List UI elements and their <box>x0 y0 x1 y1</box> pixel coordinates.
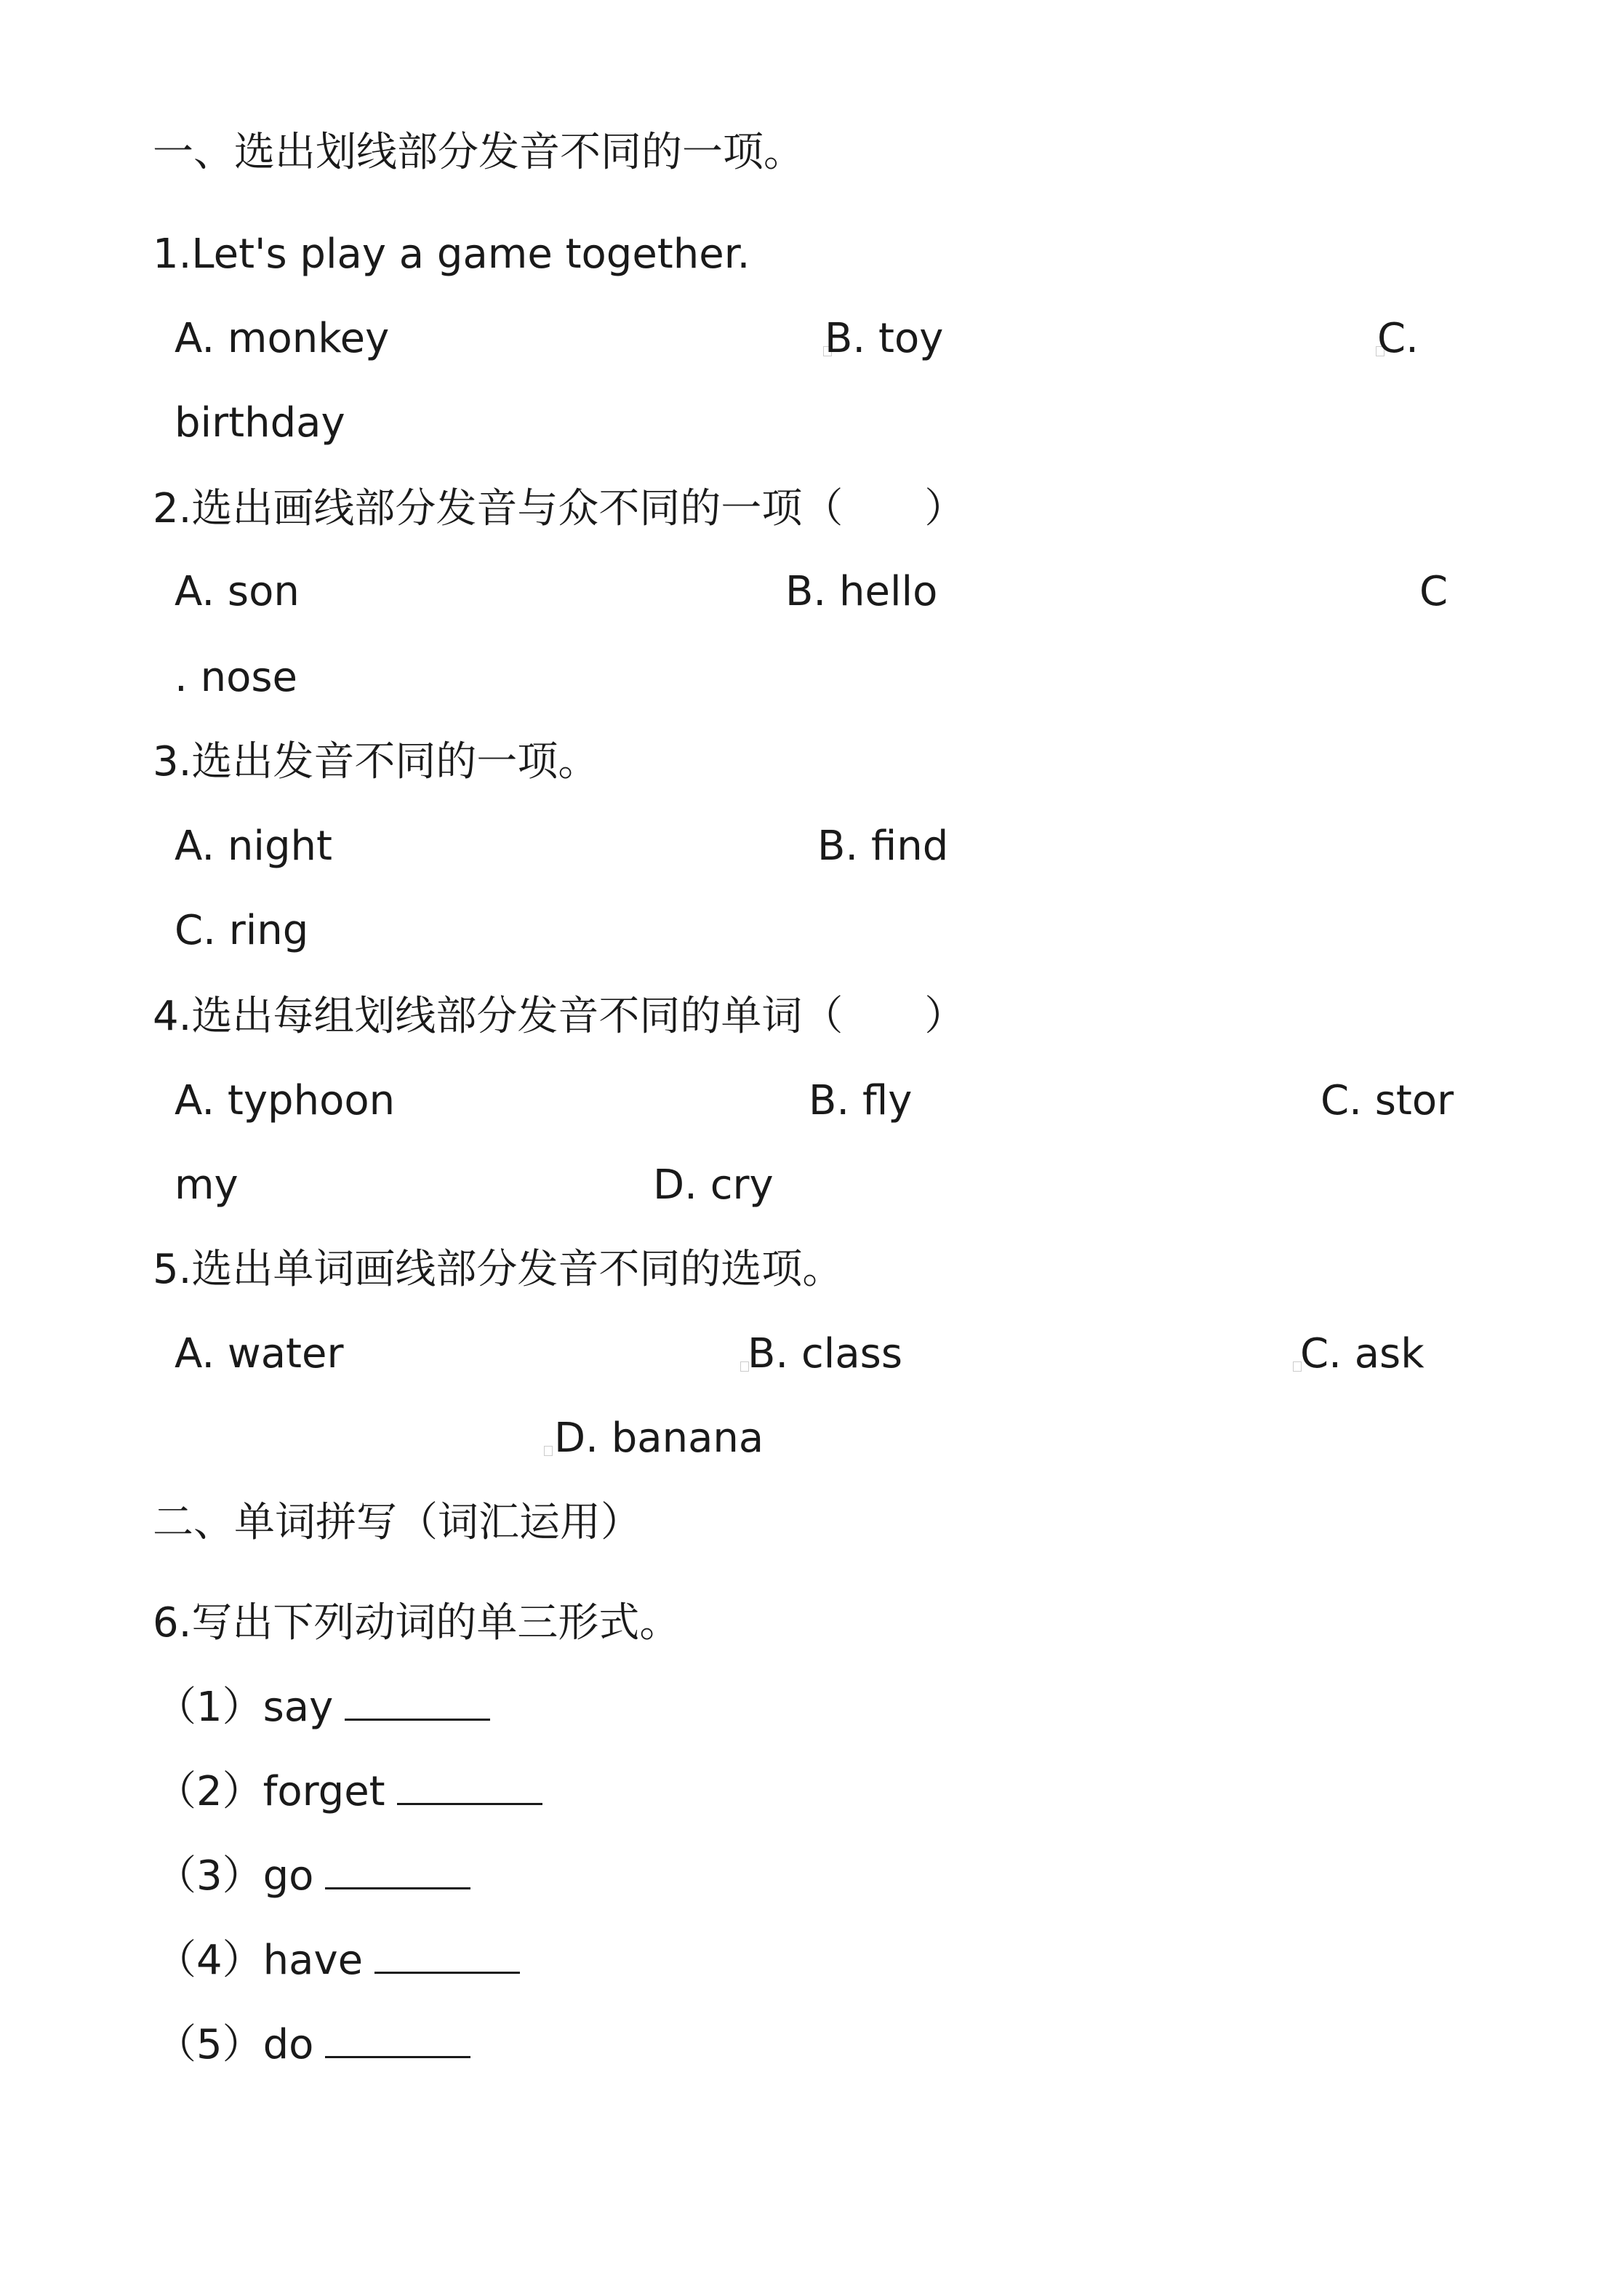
question-5-stem: 5.选出单词画线部分发音不同的选项。 <box>153 1246 843 1293</box>
question-5-option-a: A. water <box>175 1330 344 1377</box>
option-marker <box>544 1446 553 1456</box>
question-6-item-2 <box>156 1766 542 1818</box>
question-2-stem: 2.选出画线部分发音与众不同的一项（ ） <box>153 485 966 532</box>
section-1-title: 一、选出划线部分发音不同的一项。 <box>153 129 804 176</box>
item-label: （4）have <box>156 1937 364 1984</box>
question-3-stem: 3.选出发音不同的一项。 <box>153 738 599 785</box>
item-label: （2）forget <box>156 1768 385 1815</box>
question-4-option-b: B. fly <box>809 1077 913 1124</box>
question-4-option-a: A. typhoon <box>175 1077 396 1124</box>
question-4-option-d: D. cry <box>653 1161 774 1209</box>
question-2-option-c-word: . nose <box>175 654 297 701</box>
question-4-stem: 4.选出每组划线部分发音不同的单词（ ） <box>153 993 966 1040</box>
question-1-option-c-word: birthday <box>175 399 345 447</box>
question-2-option-c-label: C <box>1419 568 1448 615</box>
question-1-option-c-label: C. <box>1377 315 1419 362</box>
question-6-item-3 <box>156 1850 470 1903</box>
section-2-title: 二、单词拼写（词汇运用） <box>153 1499 641 1546</box>
question-1-option-a: A. monkey <box>175 315 390 362</box>
question-1-stem: 1.Let's play a game together. <box>153 231 750 278</box>
question-6-item-1 <box>156 1681 490 1734</box>
question-1-option-b: B. toy <box>825 315 944 362</box>
question-3-option-c: C. ring <box>175 907 309 954</box>
item-label: （1）say <box>156 1684 334 1731</box>
item-label: （5）do <box>156 2021 314 2068</box>
question-6-item-5 <box>156 2019 470 2071</box>
question-3-option-a: A. night <box>175 823 332 870</box>
question-4-option-c-label: C. stor <box>1321 1077 1454 1124</box>
question-4-option-c-word: my <box>175 1161 239 1209</box>
question-5-option-b: B. class <box>748 1330 903 1377</box>
answer-blank-1[interactable] <box>345 1684 490 1721</box>
answer-blank-4[interactable] <box>374 1937 520 1974</box>
question-3-option-b: B. find <box>817 823 949 870</box>
question-6-item-4 <box>156 1935 520 1987</box>
question-6-stem: 6.写出下列动词的单三形式。 <box>153 1599 681 1647</box>
question-2-option-b: B. hello <box>785 568 938 615</box>
answer-blank-5[interactable] <box>325 2021 470 2058</box>
question-5-option-d: D. banana <box>554 1415 764 1462</box>
answer-blank-2[interactable] <box>397 1768 542 1805</box>
question-2-option-a: A. son <box>175 568 300 615</box>
item-label: （3）go <box>156 1852 314 1900</box>
question-5-option-c: C. ask <box>1300 1330 1424 1377</box>
answer-blank-3[interactable] <box>325 1852 470 1889</box>
